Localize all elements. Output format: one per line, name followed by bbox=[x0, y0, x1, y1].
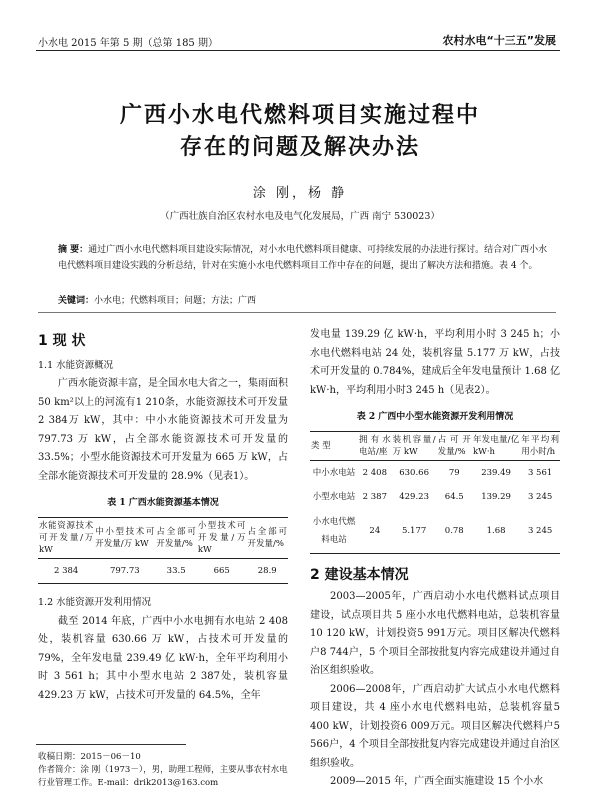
table-2-cell: 139.29 bbox=[481, 492, 511, 502]
table-1-header: 占全部可开发量/% bbox=[156, 526, 196, 549]
table-2-cell: 小水电代燃料电站 bbox=[312, 516, 356, 545]
authors: 涂 刚，杨 静 bbox=[252, 186, 348, 201]
table-1-cell: 665 bbox=[213, 565, 230, 576]
table-2-cell: 64.5 bbox=[444, 492, 464, 502]
table-2-header: 装机容量/万 kW bbox=[392, 434, 436, 457]
table-2-header: 拥有水电站/座 bbox=[359, 434, 391, 457]
paragraph-continued: 发电量 139.29 亿 kW·h，平均利用小时 3 245 h；小水电代燃料电站 24 处，装机容量 5.177 万 kW，占技术可开发量的 0.784%，建成后全年发电量预计 1.68 亿 kW·h，平均利用小时3 245 h（见表2）。 bbox=[310, 329, 560, 396]
section-1-heading: 1 现 状 bbox=[38, 333, 86, 349]
table-1-cell: 28.9 bbox=[257, 565, 277, 576]
table-1-cell: 33.5 bbox=[166, 565, 186, 576]
subsection-1-1-heading: 1.1 水能资源概况 bbox=[38, 359, 114, 371]
table-2-cell: 3 561 bbox=[527, 467, 553, 478]
section-2-heading: 2 建设基本情况 bbox=[310, 566, 409, 583]
table-2-cell: 3 245 bbox=[527, 492, 553, 502]
table-2-header: 年平均利用小时/h bbox=[521, 434, 559, 457]
table-2-cell: 5.177 bbox=[401, 525, 427, 536]
table-1-header: 小型技术可开发量/万 kW bbox=[197, 520, 246, 555]
table-2-header: 类 型 bbox=[311, 440, 331, 451]
running-header-left: 小水电 2015 年第 5 期（总第 185 期） bbox=[38, 38, 218, 49]
table-2-cell: 24 bbox=[369, 525, 381, 536]
header-divider bbox=[36, 50, 560, 51]
table-2-cell: 239.49 bbox=[481, 467, 511, 478]
paragraph-2009-2015: 2009—2015 年，广西全面实施建设 15 个小水 bbox=[330, 776, 544, 787]
table-row bbox=[310, 510, 560, 554]
running-header-right: 农村水电“十三五”发展 bbox=[442, 34, 556, 47]
table-2-cell: 79 bbox=[448, 467, 460, 478]
received-date: 收稿日期：2015－06－10 bbox=[38, 752, 141, 762]
paper-title-line-1: 广西小水电代燃料项目实施过程中 bbox=[119, 103, 480, 128]
table-1-caption: 表 1 广西水能资源基本情况 bbox=[107, 498, 219, 508]
table-2-cell: 1.68 bbox=[486, 525, 506, 536]
footnote-divider bbox=[36, 744, 186, 745]
abstract-label: 摘 要： bbox=[58, 245, 89, 255]
table-2-cell: 2 387 bbox=[362, 492, 387, 502]
table-2 bbox=[310, 431, 560, 554]
left-column bbox=[38, 332, 288, 705]
table-1-cell: 2 384 bbox=[53, 565, 79, 576]
table-2-cell: 0.78 bbox=[444, 525, 464, 536]
table-2-cell: 小型水电站 bbox=[312, 492, 356, 502]
table-row bbox=[38, 558, 288, 584]
abstract-divider bbox=[38, 312, 556, 313]
author-bio: 作者简介：涂 刚（1973－），男，助理工程师，主要从事农村水电行业管理工作。E-mail：drik2013@163.com bbox=[38, 765, 288, 788]
table-1-header: 水能资源技术可开发量/万 kW bbox=[39, 520, 94, 555]
keywords-text: 小水电；代燃料项目；问题；方法；广西 bbox=[94, 296, 257, 306]
subsection-1-2-heading: 1.2 水能资源开发利用情况 bbox=[38, 597, 152, 608]
abstract bbox=[58, 242, 548, 274]
table-2-header: 占可开发量/% bbox=[437, 434, 471, 457]
keywords-label: 关键词： bbox=[58, 296, 95, 306]
table-row bbox=[310, 460, 560, 485]
keywords bbox=[58, 293, 548, 306]
abstract-text: 通过广西小水电代燃料项目建设实际情况，对小水电代燃料项目健康、可持续发展的办法进行探讨。结合对广西小水电代燃料项目建设实践的分析总结，针对在实施小水电代燃料项目工作中存在的问题，提出了解决方法和措施。表 4 个。 bbox=[58, 245, 548, 271]
paragraph-2003-2005: 2003—2005年，广西启动小水电代燃料试点项目建设，试点项目共 5 座小水电代燃料电站，总装机容量10 120 kW，计划投资5 991万元。项目区解决代燃料户8 744户，5 个项目全部按批复内容完成建设并通过自治区组织验收。 bbox=[310, 591, 560, 676]
table-row bbox=[310, 485, 560, 510]
table-1-header: 中小型技术可开发量/万 kW bbox=[95, 526, 155, 549]
table-1 bbox=[38, 517, 288, 585]
paragraph-water-resources: 广西水能资源丰富，是全国水电大省之一，集雨面积50 km²以上的河流有1 210条，水能资源技术可开发量2 384万 kW，其中：中小水能资源技术可开发量为 797.73 万 kW，占全部水能资源技术可开发量的 33.5%；小型水能资源技术可开发量为 665 万 kW，占全部水能资源技术可开发量的 28.9%（见表1）。 bbox=[38, 378, 288, 482]
table-2-cell: 630.66 bbox=[399, 467, 429, 478]
table-1-cell: 797.73 bbox=[109, 565, 140, 576]
table-2-cell: 中小水电站 bbox=[312, 467, 356, 478]
table-2-cell: 3 245 bbox=[527, 525, 553, 536]
paragraph-2006-2008: 2006—2008年，广西启动扩大试点小水电代燃料项目建设，共 4 座小水电代燃料电站，总装机容量5 400 kW，计划投资6 009万元。项目区解决代燃料户5 566户，4 个项目全部按批复内容完成建设并通过自治区组织验收。 bbox=[310, 683, 560, 769]
paper-title-line-2: 存在的问题及解决办法 bbox=[179, 135, 420, 160]
table-2-cell: 2 408 bbox=[362, 467, 387, 478]
table-1-header: 占全部可开发量/% bbox=[247, 526, 287, 549]
affiliation: （广西壮族自治区农村水电及电气化发展局，广西 南宁 530023） bbox=[160, 211, 440, 222]
paragraph-development: 截至 2014 年底，广西中小水电拥有水电站 2 408处，装机容量 630.66 万 kW，占技术可开发量的 79%，全年发电量 239.49 亿 kW·h，全年平均利用小时 3 561 h；其中小型水电站 2 387处，装机容量 429.23 万 kW，占技术可开发量的 64.5%，全年 bbox=[38, 615, 288, 701]
table-2-cell: 429.23 bbox=[399, 492, 429, 502]
table-2-caption: 表 2 广西中小型水能资源开发利用情况 bbox=[356, 412, 514, 422]
right-column bbox=[310, 326, 560, 792]
table-2-header: 年发电量/亿 kW·h bbox=[472, 434, 520, 457]
